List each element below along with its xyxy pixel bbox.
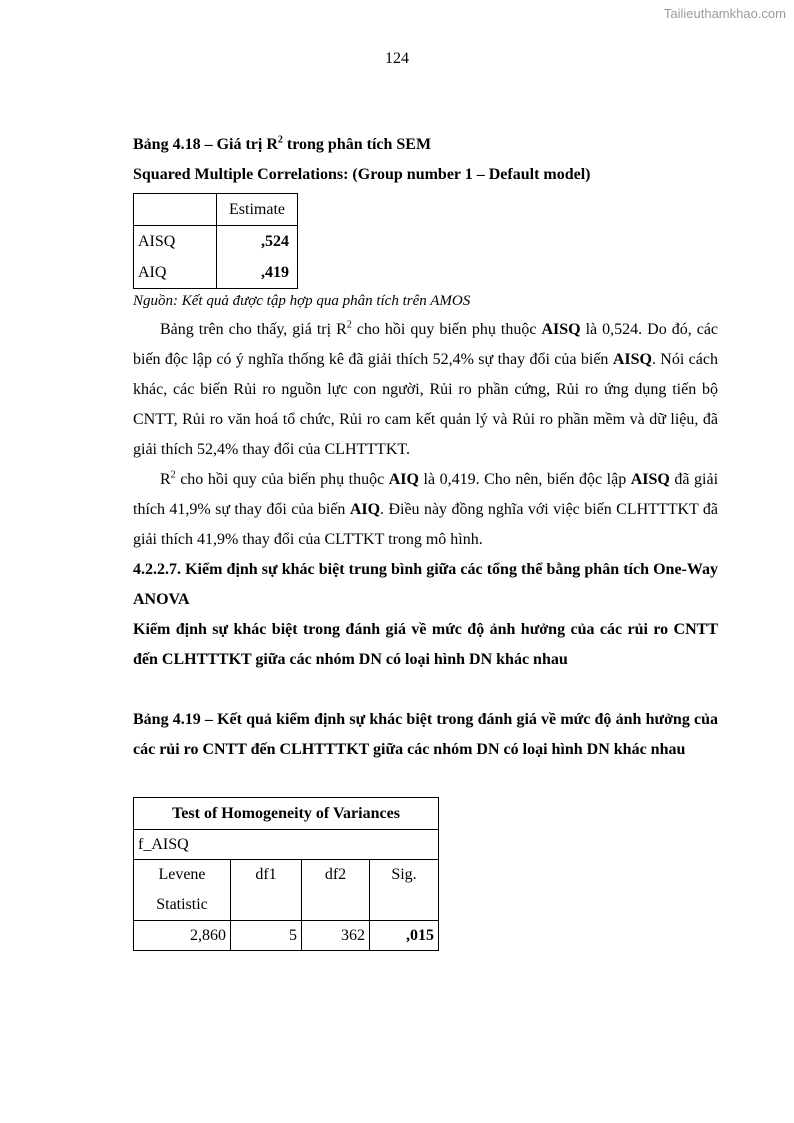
table-row-label: AIQ (134, 257, 217, 289)
page-number: 124 (385, 50, 409, 67)
table-value-df2: 362 (302, 921, 370, 951)
table-cell-empty (134, 194, 217, 226)
table-row (134, 860, 439, 921)
table-header-estimate: Estimate (217, 194, 298, 226)
table-row-label: AISQ (134, 226, 217, 258)
table-row (134, 194, 298, 226)
paragraph-r2-aiq: $R^2$ cho hồi quy của biến phụ thuộc AIQ là 0,419. Cho nên, biến độc lập AISQ đã giải thích 41,9% sự thay đổi của biến AIQ. Điều này đồng nghĩa với việc biến CLHTTTKT đã giải thích 41,9% thay đổi của CLTTKT trong mô hình. (133, 469, 719, 548)
table-header-df1: df1 (231, 860, 302, 921)
table-row (134, 921, 439, 951)
table-418-subtitle: Squared Multiple Correlations: (Group number 1 – Default model) (133, 166, 591, 183)
table-header-sig: Sig. (370, 860, 439, 921)
table-value-sig: ,015 (370, 921, 439, 951)
table-row-value: ,419 (217, 257, 298, 289)
table-418-source: Nguồn: Kết quả được tập hợp qua phân tích trên AMOS (133, 293, 471, 309)
table-header-df2: df2 (302, 860, 370, 921)
table-418-caption: Bảng 4.18 – Giá trị $R^2$ trong phân tích SEM (133, 134, 432, 153)
table-row (134, 257, 298, 289)
table-value-levene: 2,860 (134, 921, 231, 951)
table-row (134, 798, 439, 830)
table-419-caption: Bảng 4.19 – Kết quả kiểm định sự khác biệt trong đánh giá về mức độ ảnh hưởng của các rủi ro CNTT đến CLHTTTKT giữa các nhóm DN có loại hình DN khác nhau (133, 711, 718, 758)
table-419 (133, 797, 439, 951)
table-header-levene: Levene Statistic (134, 860, 231, 921)
table-value-df1: 5 (231, 921, 302, 951)
section-heading: 4.2.2.7. Kiểm định sự khác biệt trung bình giữa các tổng thể bằng phân tích One-Way ANOVA (133, 561, 718, 608)
paragraph-r2-aisq: Bảng trên cho thấy, giá trị $R^2$ cho hồi quy biến phụ thuộc AISQ là 0,524. Do đó, các biến độc lập có ý nghĩa thống kê đã giải thích 52,4% sự thay đổi của biến AISQ. Nói cách khác, các biến Rủi ro nguồn lực con người, Rủi ro phần cứng, Rủi ro ứng dụng tiến bộ CNTT, Rủi ro văn hoá tổ chức, Rủi ro cam kết quản lý và Rủi ro phần mềm và dữ liệu, đã giải thích 52,4% thay đổi của CLHTTTKT. (133, 319, 719, 458)
table-419-title: Test of Homogeneity of Variances (134, 798, 439, 830)
table-row (134, 226, 298, 258)
table-418 (133, 193, 298, 289)
table-row-value: ,524 (217, 226, 298, 258)
sub-heading: Kiểm định sự khác biệt trong đánh giá về mức độ ảnh hưởng của các rủi ro CNTT đến CLHTTTKT giữa các nhóm DN có loại hình DN khác nhau (133, 621, 718, 668)
table-419-variable: f_AISQ (134, 830, 439, 860)
watermark: Tailieuthamkhao.com (663, 6, 786, 21)
table-row (134, 830, 439, 860)
